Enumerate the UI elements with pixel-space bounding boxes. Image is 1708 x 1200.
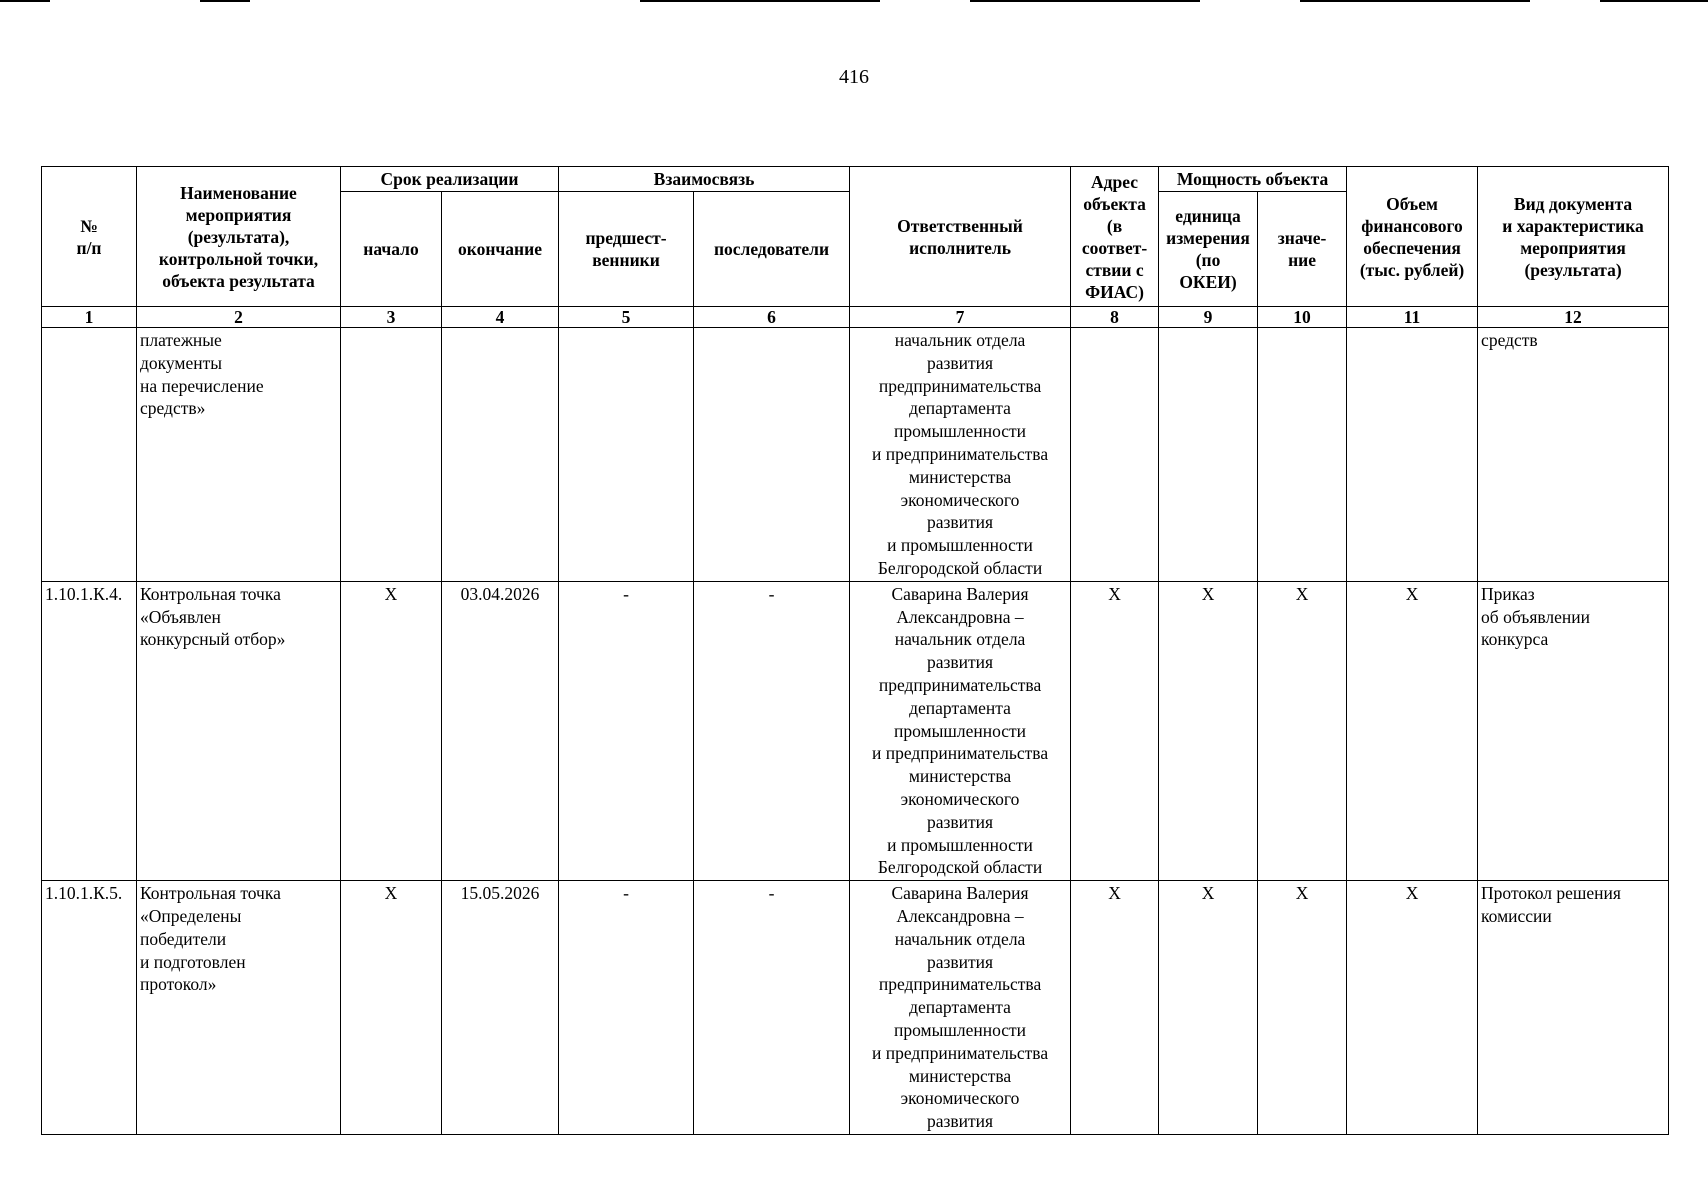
scan-edge-mark (200, 0, 250, 2)
row-value: X (1258, 581, 1347, 880)
header-number: № п/п (42, 167, 137, 307)
row-number (42, 328, 137, 582)
row-name: Контрольная точка «Определены победители и подготовлен протокол» (137, 881, 341, 1135)
scan-edge-mark (0, 0, 50, 2)
header-financing: Объем финансового обеспечения (тыс. рублей) (1347, 167, 1478, 307)
row-end (442, 328, 559, 582)
col-number: 1 (42, 307, 137, 328)
row-value (1258, 328, 1347, 582)
header-value: значе- ние (1258, 192, 1347, 307)
table-row (42, 581, 1669, 880)
col-number: 5 (559, 307, 694, 328)
row-responsible: Саварина Валерия Александровна – начальник отдела развития предпринимательства департамента промышленности и предпринимательства министерства экономического развития и промышленности Белгородской области (850, 581, 1071, 880)
row-unit: X (1159, 881, 1258, 1135)
row-successors: - (694, 881, 850, 1135)
row-responsible: начальник отдела развития предпринимательства департамента промышленности и предпринимательства министерства экономического развития и промышленности Белгородской области (850, 328, 1071, 582)
row-predecessors: - (559, 581, 694, 880)
row-predecessors: - (559, 881, 694, 1135)
header-relation: Взаимосвязь (559, 167, 850, 192)
header-successors: последователи (694, 192, 850, 307)
row-name: Контрольная точка «Объявлен конкурсный отбор» (137, 581, 341, 880)
row-start (341, 328, 442, 582)
row-predecessors (559, 328, 694, 582)
col-number: 8 (1071, 307, 1159, 328)
col-number: 6 (694, 307, 850, 328)
header-name: Наименование мероприятия (результата), контрольной точки, объекта результата (137, 167, 341, 307)
row-address (1071, 328, 1159, 582)
col-number: 10 (1258, 307, 1347, 328)
row-financing (1347, 328, 1478, 582)
row-document: Приказ об объявлении конкурса (1478, 581, 1669, 880)
col-number: 11 (1347, 307, 1478, 328)
scan-edge-mark (640, 0, 880, 2)
row-document: Протокол решения комиссии (1478, 881, 1669, 1135)
row-unit (1159, 328, 1258, 582)
row-financing: X (1347, 881, 1478, 1135)
header-document: Вид документа и характеристика мероприятия (результата) (1478, 167, 1669, 307)
row-address: X (1071, 581, 1159, 880)
row-document: средств (1478, 328, 1669, 582)
row-address: X (1071, 881, 1159, 1135)
col-number: 2 (137, 307, 341, 328)
row-number: 1.10.1.К.5. (42, 881, 137, 1135)
row-end: 15.05.2026 (442, 881, 559, 1135)
row-start: X (341, 881, 442, 1135)
column-numbers-row (42, 307, 1669, 328)
row-successors (694, 328, 850, 582)
header-responsible: Ответственный исполнитель (850, 167, 1071, 307)
header-end: окончание (442, 192, 559, 307)
col-number: 12 (1478, 307, 1669, 328)
row-name: платежные документы на перечисление средств» (137, 328, 341, 582)
header-address: Адрес объекта (в соответ- ствии с ФИАС) (1071, 167, 1159, 307)
col-number: 7 (850, 307, 1071, 328)
col-number: 3 (341, 307, 442, 328)
table-row (42, 328, 1669, 582)
header-predecessors: предшест- венники (559, 192, 694, 307)
table-row (42, 881, 1669, 1135)
header-unit: единица измерения (по ОКЕИ) (1159, 192, 1258, 307)
schedule-table (41, 166, 1669, 1135)
scan-edge-mark (1300, 0, 1530, 2)
row-responsible: Саварина Валерия Александровна – начальник отдела развития предпринимательства департамента промышленности и предпринимательства министерства экономического развития (850, 881, 1071, 1135)
header-capacity: Мощность объекта (1159, 167, 1347, 192)
row-value: X (1258, 881, 1347, 1135)
row-successors: - (694, 581, 850, 880)
row-start: X (341, 581, 442, 880)
page-number: 416 (839, 66, 869, 88)
row-unit: X (1159, 581, 1258, 880)
row-financing: X (1347, 581, 1478, 880)
row-end: 03.04.2026 (442, 581, 559, 880)
col-number: 9 (1159, 307, 1258, 328)
header-term: Срок реализации (341, 167, 559, 192)
row-number: 1.10.1.К.4. (42, 581, 137, 880)
header-start: начало (341, 192, 442, 307)
scan-edge-mark (970, 0, 1200, 2)
col-number: 4 (442, 307, 559, 328)
scan-edge-mark (1600, 0, 1708, 2)
